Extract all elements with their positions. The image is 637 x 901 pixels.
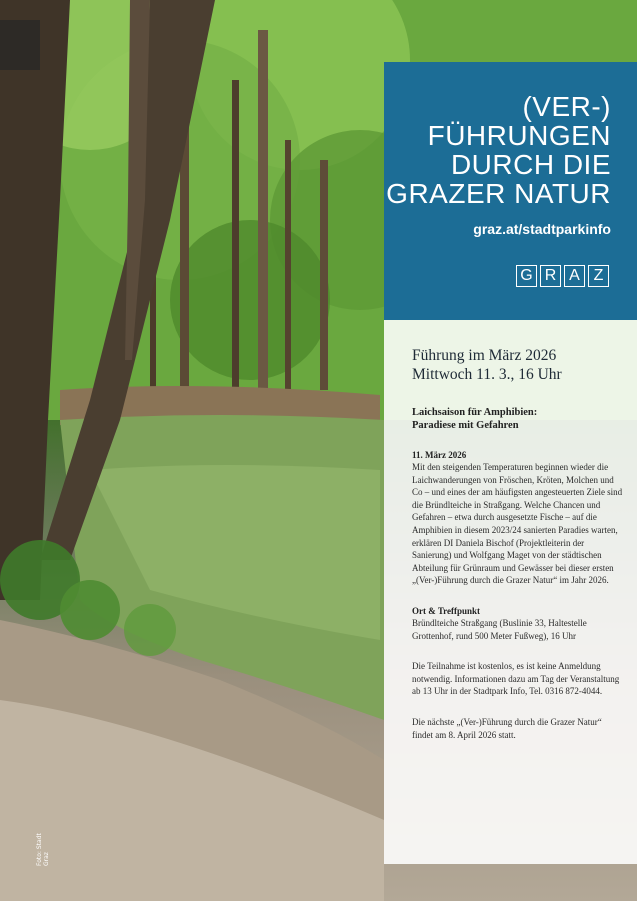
topic-title-line-1: Laichsaison für Amphibien: — [412, 407, 538, 418]
event-heading-line-2: Mittwoch 11. 3., 16 Uhr — [412, 366, 562, 383]
title-line-4: GRAZER NATUR — [386, 178, 611, 209]
logo-letter: G — [516, 265, 537, 287]
place-heading: Ort & Treffpunkt — [412, 605, 481, 616]
logo-letter: R — [540, 265, 561, 287]
event-heading-line-1: Führung im März 2026 — [412, 347, 557, 364]
participation-text: Die Teilnahme ist kostenlos, es ist keine Anmeldung notwendig. Informationen dazu am Tag der Veranstaltung ab 13 Uhr in der Stadtpark Info, Tel. 0316 872-4044. — [412, 661, 620, 697]
topic-title-line-2: Paradiese mit Gefahren — [412, 420, 519, 431]
logo-letter: Z — [588, 265, 609, 287]
event-description: Mit den steigenden Temperaturen beginnen wieder die Laichwanderungen von Fröschen, Kröten, Molchen und Co – und eines der am häufigsten angesteuerten Ziele sind die Bründlteiche in Straßgang. Welche Chancen und Gefahren – etwa durch ausgesetzte Fische – auf die Amphibien in diesem 2023/24 sanierten Paradies warten, erklären DI Daniela Bischof (Projektleiterin der Sanierung) und Wolfgang Maget von der städtischen Abteilung für Grünraum und Gewässer bei dieser ersten „(Ver-)Führung durch die Grazer Natur“ im Jahr 2026. — [412, 462, 623, 586]
next-event-text: Die nächste „(Ver-)Führung durch die Grazer Natur“ findet am 8. April 2026 statt. — [412, 716, 602, 740]
logo-letter: A — [564, 265, 585, 287]
title-line-3: DURCH DIE — [450, 149, 611, 180]
title-line-2: FÜHRUNGEN — [427, 120, 611, 151]
title-line-1: (VER-) — [522, 91, 611, 122]
photo-credit: Foto: Stadt Graz — [36, 833, 50, 866]
place-text: Bründlteiche Straßgang (Buslinie 33, Haltestelle Grottenhof, rund 500 Meter Fußweg), 16 Uhr — [412, 617, 587, 641]
website-url[interactable]: graz.at/stadtparkinfo — [473, 221, 611, 237]
event-info-panel — [384, 320, 637, 864]
event-date: 11. März 2026 — [412, 450, 467, 460]
title-panel — [384, 62, 637, 320]
graz-logo — [516, 265, 609, 289]
